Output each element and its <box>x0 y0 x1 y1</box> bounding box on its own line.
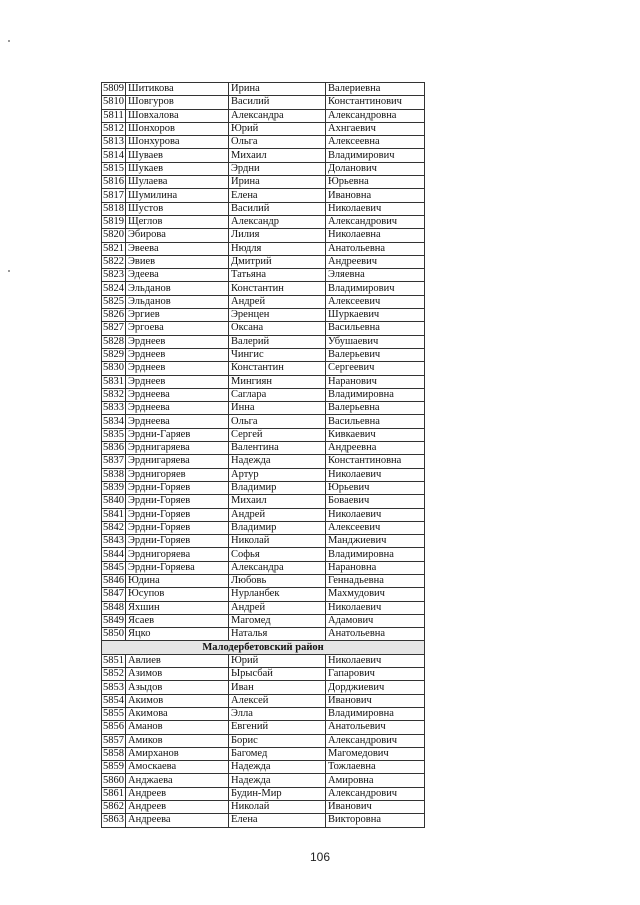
first-name-cell: Евгений <box>229 721 326 734</box>
table-row <box>102 309 425 322</box>
row-number-cell: 5817 <box>103 189 124 201</box>
patronymic-cell: Константиновна <box>326 455 425 468</box>
row-number-cell: 5818 <box>103 202 124 214</box>
last-name-cell: Шукаев <box>126 162 229 175</box>
first-name-cell: Мингиян <box>229 375 326 388</box>
last-name-cell: Эрднеев <box>126 335 229 348</box>
last-name-cell: Эрдни-Гаряев <box>126 428 229 441</box>
first-name-cell: Ырысбай <box>229 668 326 681</box>
row-number-cell: 5816 <box>103 176 124 188</box>
first-name-cell: Андрей <box>229 295 326 308</box>
first-name-cell: Багомед <box>229 747 326 760</box>
first-name-cell: Юрий <box>229 654 326 667</box>
row-number-cell: 5858 <box>103 747 124 759</box>
page-number: 106 <box>309 850 331 864</box>
row-number-cell: 5854 <box>103 694 124 706</box>
row-number-cell: 5838 <box>103 468 124 480</box>
last-name-cell: Шустов <box>126 202 229 215</box>
first-name-cell: Александра <box>229 109 326 122</box>
last-name-cell: Эрднигаряева <box>126 455 229 468</box>
first-name-cell: Наталья <box>229 628 326 641</box>
table-row <box>102 96 425 109</box>
row-number-cell: 5820 <box>103 229 124 241</box>
last-name-cell: Шонхоров <box>126 122 229 135</box>
table-row <box>102 468 425 481</box>
last-name-cell: Эдеева <box>126 269 229 282</box>
first-name-cell: Николай <box>229 535 326 548</box>
table-row <box>102 508 425 521</box>
table-row <box>102 774 425 787</box>
patronymic-cell: Тожлаевна <box>326 761 425 774</box>
table-row <box>102 162 425 175</box>
row-number-cell: 5819 <box>103 216 124 228</box>
row-number-cell: 5859 <box>103 761 124 773</box>
table-row <box>102 109 425 122</box>
table-row <box>102 295 425 308</box>
table-row <box>102 614 425 627</box>
table-row <box>102 694 425 707</box>
table-row <box>102 362 425 375</box>
table-row <box>102 83 425 96</box>
row-number-cell: 5849 <box>103 615 124 627</box>
patronymic-cell: Александрович <box>326 787 425 800</box>
last-name-cell: Эльданов <box>126 295 229 308</box>
patronymic-cell: Константинович <box>326 96 425 109</box>
row-number-cell: 5832 <box>103 388 124 400</box>
patronymic-cell: Нарановна <box>326 561 425 574</box>
patronymic-cell: Николаевич <box>326 508 425 521</box>
table-row <box>102 588 425 601</box>
last-name-cell: Эвиев <box>126 255 229 268</box>
row-number-cell: 5861 <box>103 787 124 799</box>
first-name-cell: Александр <box>229 215 326 228</box>
patronymic-cell: Владимирович <box>326 282 425 295</box>
table-row <box>102 654 425 667</box>
row-number-cell: 5837 <box>103 455 124 467</box>
last-name-cell: Эрднеева <box>126 388 229 401</box>
row-number-cell: 5848 <box>103 601 124 613</box>
row-number-cell: 5846 <box>103 575 124 587</box>
first-name-cell: Елена <box>229 189 326 202</box>
last-name-cell: Андреева <box>126 814 229 827</box>
table-row <box>102 202 425 215</box>
row-number-cell: 5855 <box>103 708 124 720</box>
first-name-cell: Ирина <box>229 83 326 96</box>
row-number-cell: 5833 <box>103 402 124 414</box>
table-row <box>102 548 425 561</box>
table-row <box>102 335 425 348</box>
last-name-cell: Эрднеев <box>126 348 229 361</box>
table-row <box>102 481 425 494</box>
row-number-cell: 5834 <box>103 415 124 427</box>
patronymic-cell: Андреевич <box>326 255 425 268</box>
patronymic-cell: Иванович <box>326 694 425 707</box>
row-number-cell: 5828 <box>103 335 124 347</box>
first-name-cell: Константин <box>229 362 326 375</box>
table-row <box>102 574 425 587</box>
table-row <box>102 229 425 242</box>
first-name-cell: Михаил <box>229 149 326 162</box>
table-body-part-2 <box>102 654 425 827</box>
patronymic-cell: Анатольевна <box>326 242 425 255</box>
last-name-cell: Эрдни-Горяев <box>126 521 229 534</box>
first-name-cell: Инна <box>229 402 326 415</box>
scan-speck-mid <box>8 270 10 272</box>
table-row <box>102 721 425 734</box>
row-number-cell: 5811 <box>103 109 124 121</box>
last-name-cell: Шитикова <box>126 83 229 96</box>
last-name-cell: Эрднеева <box>126 415 229 428</box>
table-row <box>102 628 425 641</box>
first-name-cell: Андрей <box>229 601 326 614</box>
row-number-cell: 5841 <box>103 508 124 520</box>
patronymic-cell: Шуркаевич <box>326 309 425 322</box>
first-name-cell: Валерий <box>229 335 326 348</box>
table-row <box>102 442 425 455</box>
row-number-cell: 5814 <box>103 149 124 161</box>
last-name-cell: Юсупов <box>126 588 229 601</box>
last-name-cell: Эрдни-Горяев <box>126 495 229 508</box>
table-row <box>102 535 425 548</box>
row-number-cell: 5826 <box>103 309 124 321</box>
patronymic-cell: Боваевич <box>326 495 425 508</box>
last-name-cell: Амоскаева <box>126 761 229 774</box>
last-name-cell: Эвеева <box>126 242 229 255</box>
first-name-cell: Софья <box>229 548 326 561</box>
first-name-cell: Николай <box>229 801 326 814</box>
first-name-cell: Оксана <box>229 322 326 335</box>
patronymic-cell: Александрович <box>326 215 425 228</box>
last-name-cell: Аманов <box>126 721 229 734</box>
table-row <box>102 681 425 694</box>
last-name-cell: Андреев <box>126 787 229 800</box>
row-number-cell: 5812 <box>103 123 124 135</box>
row-number-cell: 5813 <box>103 136 124 148</box>
last-name-cell: Эрднеева <box>126 402 229 415</box>
table-row <box>102 787 425 800</box>
patronymic-cell: Сергеевич <box>326 362 425 375</box>
first-name-cell: Нюдля <box>229 242 326 255</box>
row-number-cell: 5845 <box>103 561 124 573</box>
table-row <box>102 189 425 202</box>
first-name-cell: Алексей <box>229 694 326 707</box>
first-name-cell: Константин <box>229 282 326 295</box>
first-name-cell: Василий <box>229 202 326 215</box>
last-name-cell: Эрднеев <box>126 375 229 388</box>
patronymic-cell: Владимировна <box>326 388 425 401</box>
patronymic-cell: Геннадьевна <box>326 574 425 587</box>
row-number-cell: 5840 <box>103 495 124 507</box>
table-row <box>102 801 425 814</box>
last-name-cell: Акимов <box>126 694 229 707</box>
last-name-cell: Акимова <box>126 707 229 720</box>
first-name-cell: Нурланбек <box>229 588 326 601</box>
table-row <box>102 215 425 228</box>
last-name-cell: Шонхурова <box>126 136 229 149</box>
first-name-cell: Владимир <box>229 481 326 494</box>
first-name-cell: Чингис <box>229 348 326 361</box>
last-name-cell: Шовгуров <box>126 96 229 109</box>
row-number-cell: 5852 <box>103 668 124 680</box>
first-name-cell: Андрей <box>229 508 326 521</box>
first-name-cell: Артур <box>229 468 326 481</box>
row-number-cell: 5863 <box>103 814 124 826</box>
last-name-cell: Яхшин <box>126 601 229 614</box>
table-row <box>102 388 425 401</box>
last-name-cell: Эрднигоряева <box>126 548 229 561</box>
patronymic-cell: Викторовна <box>326 814 425 827</box>
table-row <box>102 348 425 361</box>
patronymic-cell: Валерьевич <box>326 348 425 361</box>
table-row <box>102 122 425 135</box>
patronymic-cell: Владимировна <box>326 548 425 561</box>
last-name-cell: Шуваев <box>126 149 229 162</box>
patronymic-cell: Александровна <box>326 109 425 122</box>
first-name-cell: Элла <box>229 707 326 720</box>
table-row <box>102 282 425 295</box>
patronymic-cell: Николаевна <box>326 229 425 242</box>
first-name-cell: Саглара <box>229 388 326 401</box>
patronymic-cell: Эляевна <box>326 269 425 282</box>
patronymic-cell: Юрьевна <box>326 176 425 189</box>
row-number-cell: 5862 <box>103 801 124 813</box>
patronymic-cell: Иванович <box>326 801 425 814</box>
table-row <box>102 428 425 441</box>
first-name-cell: Валентина <box>229 442 326 455</box>
patronymic-cell: Алексеевна <box>326 136 425 149</box>
patronymic-cell: Ивановна <box>326 189 425 202</box>
first-name-cell: Эренцен <box>229 309 326 322</box>
table-row <box>102 255 425 268</box>
row-number-cell: 5836 <box>103 442 124 454</box>
table-row <box>102 149 425 162</box>
table-row <box>102 176 425 189</box>
first-name-cell: Ольга <box>229 136 326 149</box>
row-number-cell: 5809 <box>103 83 124 95</box>
last-name-cell: Эрднеев <box>126 362 229 375</box>
first-name-cell: Татьяна <box>229 269 326 282</box>
row-number-cell: 5842 <box>103 521 124 533</box>
row-number-cell: 5823 <box>103 269 124 281</box>
patronymic-cell: Ахнгаевич <box>326 122 425 135</box>
patronymic-cell: Николаевич <box>326 202 425 215</box>
patronymic-cell: Николаевич <box>326 468 425 481</box>
row-number-cell: 5831 <box>103 375 124 387</box>
patronymic-cell: Гапарович <box>326 668 425 681</box>
table-row <box>102 521 425 534</box>
first-name-cell: Ирина <box>229 176 326 189</box>
patronymic-cell: Валериевна <box>326 83 425 96</box>
first-name-cell: Надежда <box>229 774 326 787</box>
section-header-group <box>102 641 425 654</box>
patronymic-cell: Наранович <box>326 375 425 388</box>
last-name-cell: Шулаева <box>126 176 229 189</box>
table-row <box>102 601 425 614</box>
first-name-cell: Василий <box>229 96 326 109</box>
patronymic-cell: Васильевна <box>326 415 425 428</box>
table-row <box>102 242 425 255</box>
first-name-cell: Магомед <box>229 614 326 627</box>
last-name-cell: Эльданов <box>126 282 229 295</box>
row-number-cell: 5821 <box>103 242 124 254</box>
table-body-part-1 <box>102 83 425 641</box>
row-number-cell: 5829 <box>103 349 124 361</box>
last-name-cell: Азимов <box>126 668 229 681</box>
patronymic-cell: Адамович <box>326 614 425 627</box>
patronymic-cell: Владимирович <box>326 149 425 162</box>
table-row <box>102 495 425 508</box>
last-name-cell: Щеглов <box>126 215 229 228</box>
last-name-cell: Эрдни-Горяев <box>126 535 229 548</box>
row-number-cell: 5860 <box>103 774 124 786</box>
table-row <box>102 375 425 388</box>
last-name-cell: Эрдни-Горяев <box>126 481 229 494</box>
table-row <box>102 668 425 681</box>
patronymic-cell: Доланович <box>326 162 425 175</box>
patronymic-cell: Николаевич <box>326 654 425 667</box>
patronymic-cell: Анатольевич <box>326 721 425 734</box>
patronymic-cell: Алексеевич <box>326 295 425 308</box>
table-row <box>102 136 425 149</box>
row-number-cell: 5839 <box>103 482 124 494</box>
first-name-cell: Михаил <box>229 495 326 508</box>
first-name-cell: Будин-Мир <box>229 787 326 800</box>
last-name-cell: Эргиев <box>126 309 229 322</box>
table-row <box>102 455 425 468</box>
first-name-cell: Надежда <box>229 455 326 468</box>
last-name-cell: Эргоева <box>126 322 229 335</box>
section-header: Малодербетовский район <box>102 641 425 654</box>
patronymic-cell: Манджиевич <box>326 535 425 548</box>
row-number-cell: 5825 <box>103 295 124 307</box>
first-name-cell: Борис <box>229 734 326 747</box>
row-number-cell: 5851 <box>103 654 124 666</box>
row-number-cell: 5827 <box>103 322 124 334</box>
first-name-cell: Владимир <box>229 521 326 534</box>
patronymic-cell: Алексеевич <box>326 521 425 534</box>
table-row <box>102 402 425 415</box>
last-name-cell: Эбирова <box>126 229 229 242</box>
last-name-cell: Андреев <box>126 801 229 814</box>
patronymic-cell: Кивкаевич <box>326 428 425 441</box>
first-name-cell: Иван <box>229 681 326 694</box>
table-row <box>102 814 425 827</box>
row-number-cell: 5815 <box>103 162 124 174</box>
table-row <box>102 269 425 282</box>
table-row <box>102 415 425 428</box>
row-number-cell: 5810 <box>103 96 124 108</box>
row-number-cell: 5830 <box>103 362 124 374</box>
table-row <box>102 322 425 335</box>
voter-list-table-container <box>101 82 425 828</box>
table-row <box>102 561 425 574</box>
first-name-cell: Надежда <box>229 761 326 774</box>
voter-list-table <box>101 82 425 828</box>
first-name-cell: Елена <box>229 814 326 827</box>
last-name-cell: Эрднигоряев <box>126 468 229 481</box>
row-number-cell: 5844 <box>103 548 124 560</box>
patronymic-cell: Магомедович <box>326 747 425 760</box>
first-name-cell: Эрдни <box>229 162 326 175</box>
last-name-cell: Юдина <box>126 574 229 587</box>
last-name-cell: Шумилина <box>126 189 229 202</box>
last-name-cell: Яцко <box>126 628 229 641</box>
row-number-cell: 5847 <box>103 588 124 600</box>
first-name-cell: Ольга <box>229 415 326 428</box>
scan-speck-top <box>8 40 10 42</box>
row-number-cell: 5835 <box>103 428 124 440</box>
patronymic-cell: Валерьевна <box>326 402 425 415</box>
patronymic-cell: Владимировна <box>326 707 425 720</box>
section-header-row <box>102 641 425 654</box>
last-name-cell: Анджаева <box>126 774 229 787</box>
last-name-cell: Амиков <box>126 734 229 747</box>
table-row <box>102 707 425 720</box>
patronymic-cell: Амировна <box>326 774 425 787</box>
last-name-cell: Ясаев <box>126 614 229 627</box>
first-name-cell: Лилия <box>229 229 326 242</box>
last-name-cell: Эрдни-Горяева <box>126 561 229 574</box>
patronymic-cell: Махмудович <box>326 588 425 601</box>
last-name-cell: Амирханов <box>126 747 229 760</box>
row-number-cell: 5857 <box>103 734 124 746</box>
row-number-cell: 5856 <box>103 721 124 733</box>
last-name-cell: Азыдов <box>126 681 229 694</box>
row-number-cell: 5843 <box>103 535 124 547</box>
first-name-cell: Юрий <box>229 122 326 135</box>
last-name-cell: Эрднигаряева <box>126 442 229 455</box>
table-row <box>102 761 425 774</box>
patronymic-cell: Николаевич <box>326 601 425 614</box>
last-name-cell: Эрдни-Горяев <box>126 508 229 521</box>
first-name-cell: Любовь <box>229 574 326 587</box>
first-name-cell: Александра <box>229 561 326 574</box>
last-name-cell: Авлиев <box>126 654 229 667</box>
first-name-cell: Дмитрий <box>229 255 326 268</box>
row-number-cell: 5853 <box>103 681 124 693</box>
patronymic-cell: Александрович <box>326 734 425 747</box>
row-number-cell: 5824 <box>103 282 124 294</box>
last-name-cell: Шовхалова <box>126 109 229 122</box>
patronymic-cell: Анатольевна <box>326 628 425 641</box>
table-row <box>102 734 425 747</box>
row-number-cell: 5850 <box>103 628 124 640</box>
first-name-cell: Сергей <box>229 428 326 441</box>
patronymic-cell: Юрьевич <box>326 481 425 494</box>
patronymic-cell: Андреевна <box>326 442 425 455</box>
row-number-cell: 5822 <box>103 256 124 267</box>
table-row <box>102 747 425 760</box>
patronymic-cell: Убушаевич <box>326 335 425 348</box>
patronymic-cell: Дорджиевич <box>326 681 425 694</box>
patronymic-cell: Васильевна <box>326 322 425 335</box>
